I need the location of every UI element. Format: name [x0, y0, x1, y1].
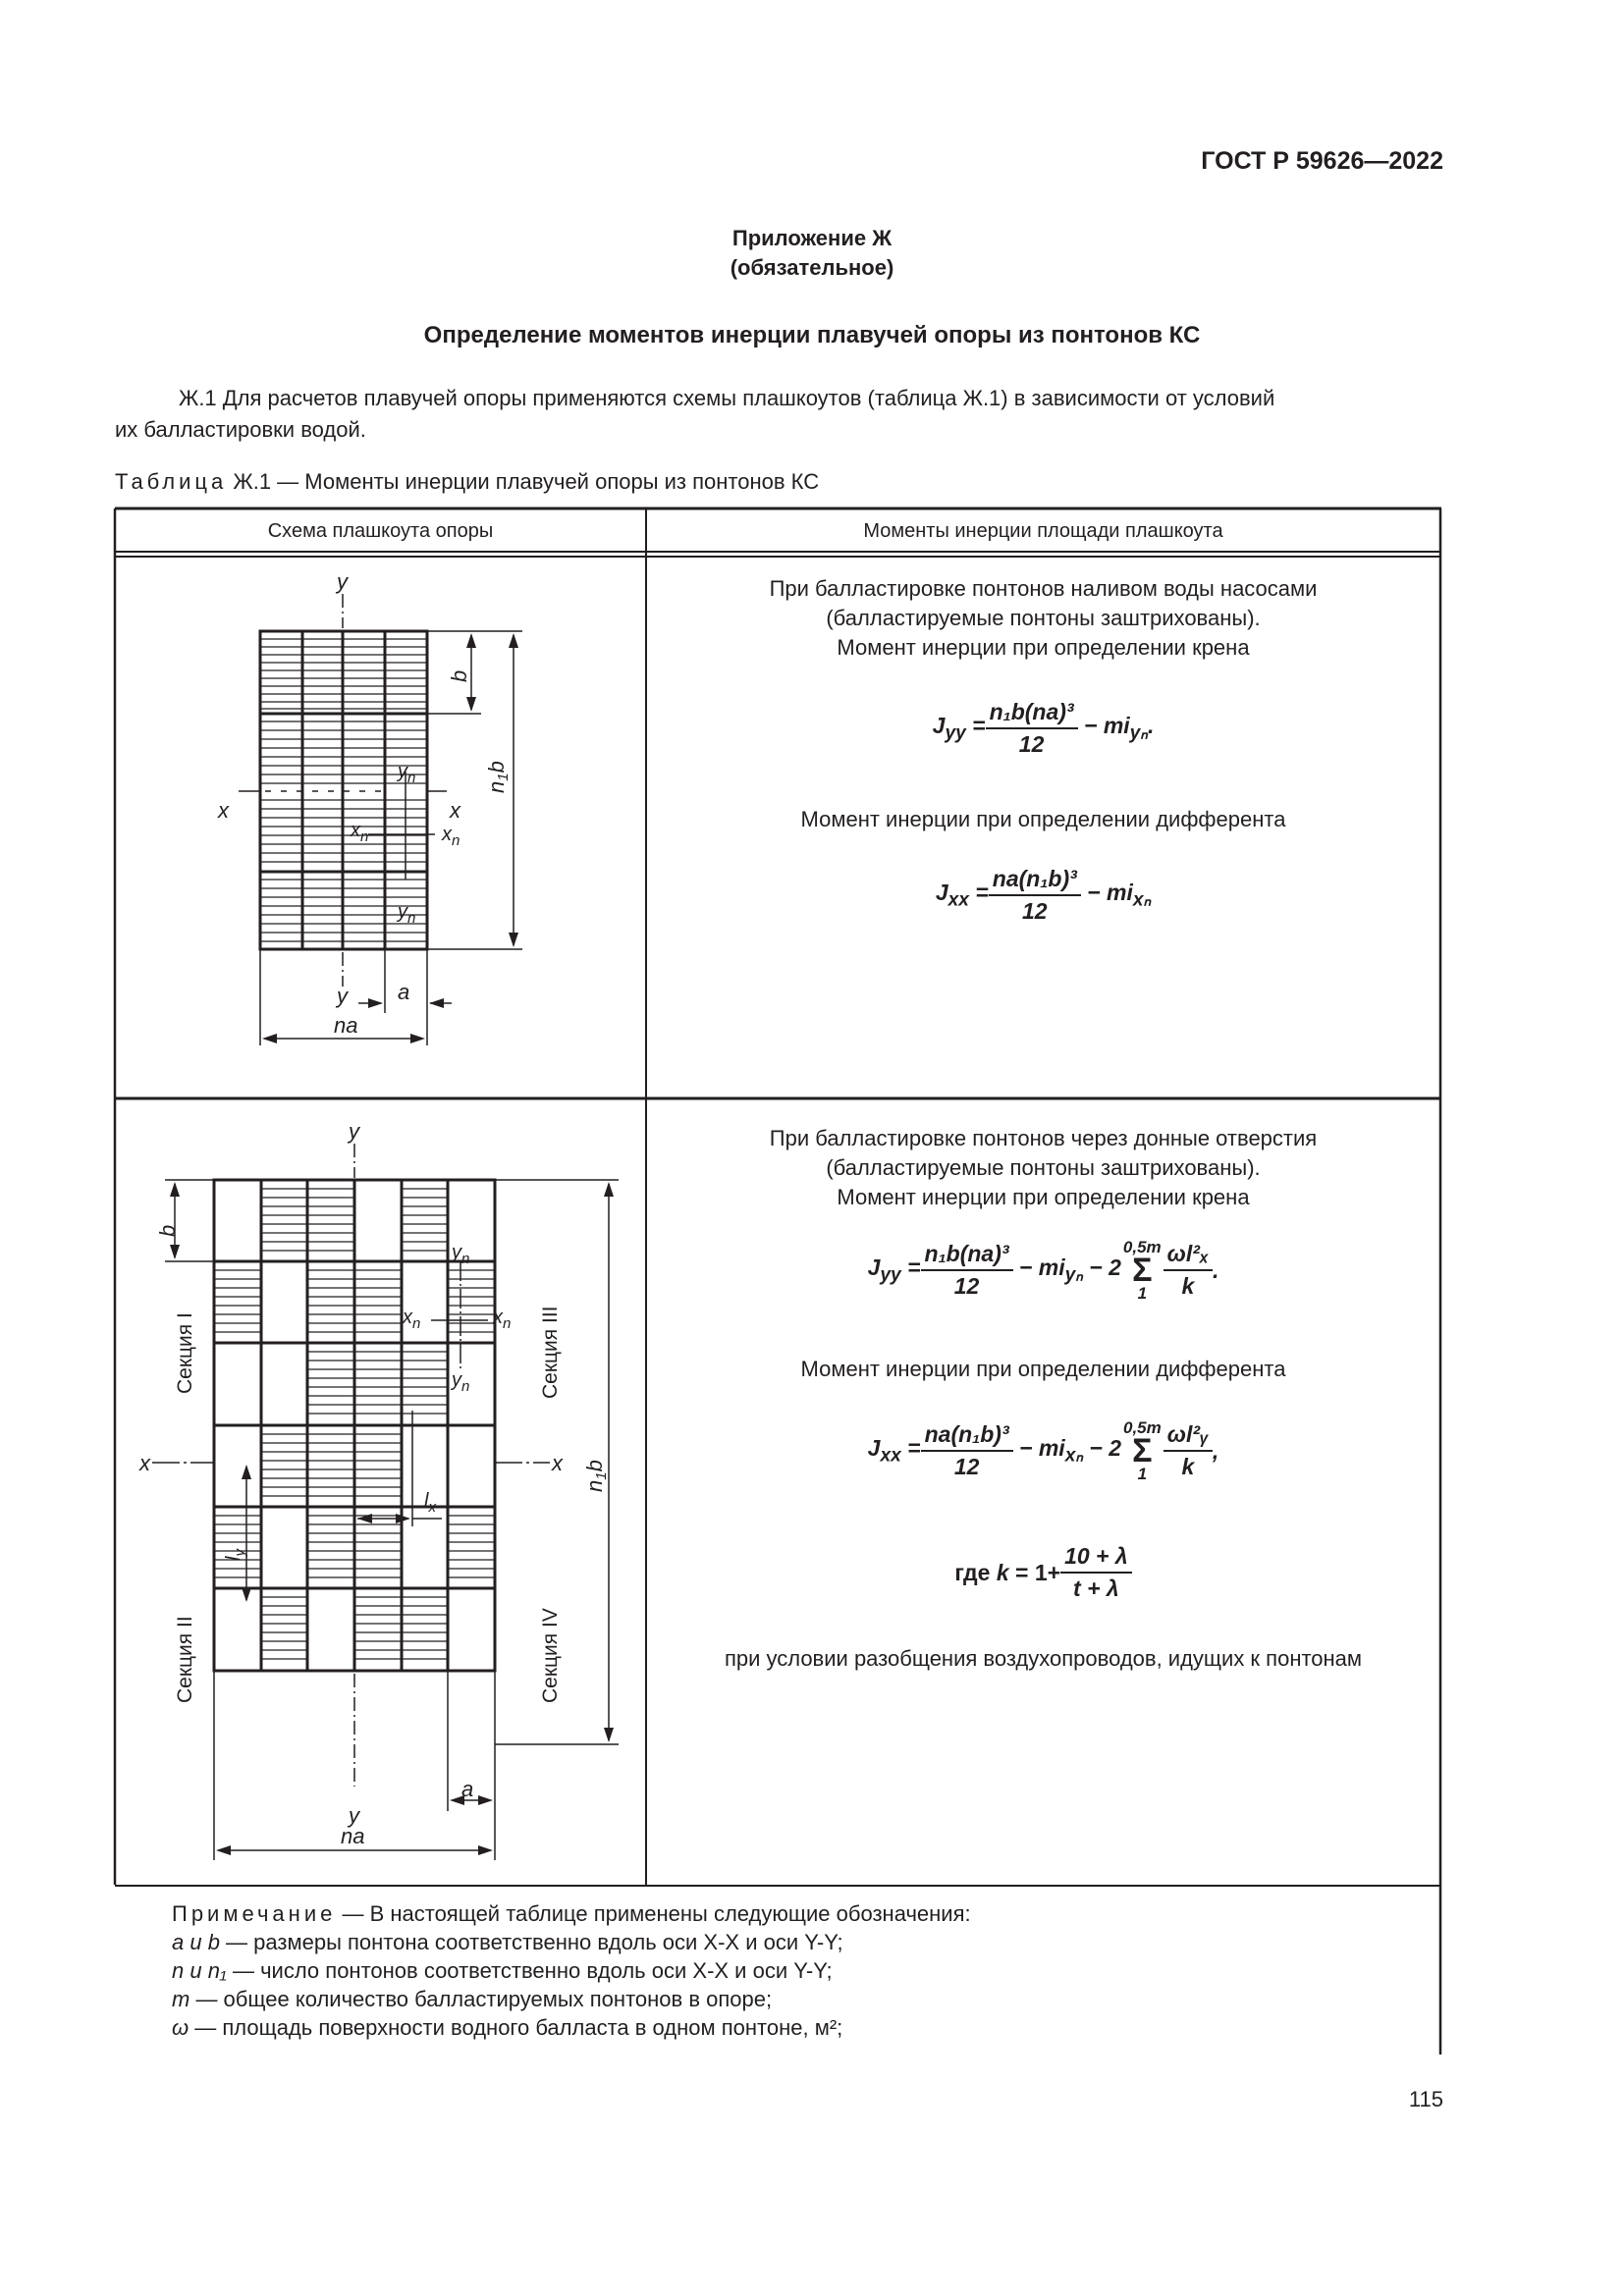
label-y-top-2: y [349, 1119, 359, 1144]
row1-line-2: (балластируемые понтоны заштрихованы). [826, 606, 1261, 630]
label-lx: $l_x$ [424, 1490, 436, 1516]
formula-jxx-1: $J_{xx}$ = $\frac{\text{na(n₁b)³}}{12}$ − $mi_{x_n}$ [935, 866, 1152, 924]
row2-condition: при условии разобщения воздухопроводов, идущих к понтонам [724, 1646, 1363, 1671]
label-x-left-2: x [139, 1451, 150, 1475]
label-x-right-2: x [552, 1451, 563, 1475]
row2-description [646, 1124, 1440, 1212]
document-code: ГОСТ Р 59626—2022 [1201, 147, 1443, 175]
intro-line-2: их балластировки водой. [115, 417, 366, 442]
header-scheme: Схема плашкоута опоры [267, 520, 494, 542]
row2-line-3: Момент инерции при определении крена [837, 1185, 1250, 1209]
label-a: a [398, 980, 410, 1004]
row1-description [646, 574, 1440, 663]
row2-trim-label: Момент инерции при определении дифферента [800, 1357, 1286, 1381]
formula-jyy-2: $J_{yy}$ = $\frac{\text{n₁b(na)³}}{12}$ − $mi_{y_n} - 2$ 0,5m Σ 1 $\frac{\text{ωl²ₓ}}{k}$ . [867, 1238, 1219, 1303]
label-y-bottom-2: y [349, 1803, 359, 1828]
table-caption-word: Таблица [115, 469, 228, 494]
section-title: Определение моментов инерции плавучей опоры из понтонов КС [423, 322, 1201, 348]
note-item: m — общее количество балластируемых понтонов в опоре; [172, 1987, 773, 2011]
label-na: na [334, 1013, 358, 1038]
label-n1b: n1b [484, 761, 512, 793]
table-caption-text: Ж.1 — Моменты инерции плавучей опоры из понтонов КС [233, 469, 820, 494]
table-note [172, 1899, 971, 2042]
label-section-2: Секция II [174, 1616, 196, 1703]
label-na-2: na [341, 1824, 365, 1848]
note-intro: Примечание — В настоящей таблице применены следующие обозначения: [172, 1901, 971, 1926]
label-xn: $x_n$ [351, 820, 369, 845]
row1-line-3: Момент инерции при определении крена [837, 635, 1250, 660]
label-y-top: y [337, 569, 348, 594]
label-ly: $l_y$ [223, 1549, 248, 1561]
row2-line-1: При балластировке понтонов через донные отверстия [769, 1126, 1318, 1150]
appendix-title: Приложение Ж [731, 226, 893, 250]
label-x-left: x [218, 798, 229, 823]
intro-line-1: Ж.1 Для расчетов плавучей опоры применяются схемы плашкоутов (таблица Ж.1) в зависимости от условий [179, 386, 1275, 410]
label-n1b-2: n1b [582, 1460, 610, 1492]
label-xn-right: $x_n$ [493, 1307, 512, 1332]
formula-jxx-2: $J_{xx}$ = $\frac{\text{na(n₁b)³}}{12}$ − $mi_{x_n} - 2$ 0,5m Σ 1 $\frac{\text{ωl²ᵧ}}{k}$ , [867, 1418, 1219, 1483]
label-b-2: b [155, 1224, 180, 1237]
label-xn-left: $x_n$ [403, 1307, 421, 1332]
formula-jyy-1: $J_{yy}$ = $\frac{\text{n₁b(na)³}}{12}$ − $mi_{y_n}$. [932, 699, 1155, 757]
label-x-right: x [450, 798, 460, 823]
label-y-bottom: y [337, 984, 348, 1008]
label-section-1: Секция I [174, 1312, 196, 1394]
label-section-4: Секция IV [539, 1608, 562, 1703]
label-yn-bot: $y_n$ [452, 1369, 470, 1395]
label-yn2: $y_n$ [398, 901, 416, 927]
appendix-status: (обязательное) [730, 255, 894, 280]
formula-k: где k = 1+ $\frac{10 + \lambda}{t + \lambda}$ [646, 1543, 1440, 1602]
pontoon-diagram-bottom-holes [115, 1099, 645, 1885]
note-item: n и n₁ — число понтонов соответственно вдоль оси X-X и оси Y-Y; [172, 1958, 833, 1983]
pontoon-diagram-pump-ballast [115, 558, 645, 1097]
row1-line-1: При балластировке понтонов наливом воды насосами [769, 576, 1318, 601]
label-b: b [447, 669, 471, 682]
note-item: ω — площадь поверхности водного балласта в одном понтоне, м²; [172, 2015, 843, 2040]
label-yn: $y_n$ [398, 761, 416, 786]
page-number: 115 [1408, 2087, 1443, 2111]
label-section-3: Секция III [539, 1306, 562, 1399]
label-xn-right: $x_n$ [442, 824, 460, 849]
label-yn-top: $y_n$ [452, 1242, 470, 1267]
note-item: a и b — размеры понтона соответственно вдоль оси X-X и оси Y-Y; [172, 1930, 843, 1954]
label-a-2: a [461, 1777, 474, 1801]
row1-trim-label: Момент инерции при определении дифферента [800, 807, 1286, 831]
row2-line-2: (балластируемые понтоны заштрихованы). [826, 1155, 1261, 1180]
header-moments: Моменты инерции площади плашкоута [863, 520, 1223, 542]
